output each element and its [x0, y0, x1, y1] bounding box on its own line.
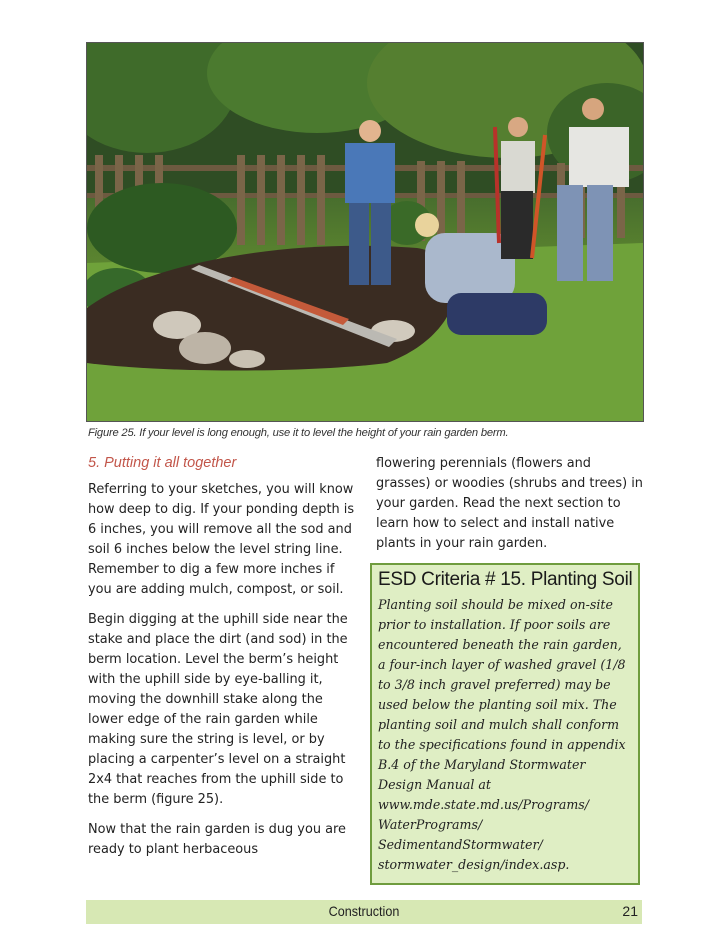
criteria-line: Planting soil should be mixed on-site — [378, 597, 613, 612]
section-heading: 5. Putting it all together — [88, 455, 237, 471]
photo-illustration — [87, 43, 643, 421]
criteria-url-line[interactable]: www.mde.state.md.us/Programs/ — [378, 797, 589, 812]
criteria-url-line[interactable]: SedimentandStormwater/ — [378, 837, 543, 852]
criteria-line: prior to installation. If poor soils are — [378, 617, 611, 632]
paragraph-berm-leveling: Begin digging at the uphill side near the stake and place the dirt (and sod) in the berm location. Level the berm’s height with the uphill side by eye-balling it, moving the downhill stake along the lower edge of the rain garden while making sure the string is level, or by placing a carpenter’s level on a straight 2x4 that reaches from the uphill side to the berm (figure 25). — [88, 612, 348, 807]
criteria-line: a four-inch layer of washed gravel (1/8 — [378, 657, 626, 672]
criteria-line: planting soil and mulch shall conform — [378, 717, 620, 732]
criteria-title: ESD Criteria # 15. Planting Soil — [378, 569, 633, 590]
right-column-continuation — [376, 454, 644, 554]
esd-criteria-box — [370, 563, 640, 885]
left-column — [88, 480, 360, 870]
criteria-line: encountered beneath the rain garden, — [378, 637, 622, 652]
footer-section-title: Construction — [328, 903, 400, 919]
criteria-line: to 3/8 inch gravel preferred) may be — [378, 677, 611, 692]
figure-caption: Figure 25. If your level is long enough, use it to level the height of your rain garden berm. — [88, 427, 509, 439]
criteria-line: B.4 of the Maryland Stormwater — [378, 757, 586, 772]
criteria-line: Design Manual at — [378, 777, 491, 792]
criteria-line: to the specifications found in appendix — [378, 737, 626, 752]
rain-garden-photo — [86, 42, 644, 422]
criteria-line: used below the planting soil mix. The — [378, 697, 617, 712]
page-footer — [86, 900, 642, 924]
paragraph-digging-depth: Referring to your sketches, you will know how deep to dig. If your ponding depth is 6 inches, you will remove all the sod and soil 6 inches below the level string line. Remember to dig a few more inches if you are adding mulch, compost, or soil. — [88, 482, 355, 597]
page-number: 21 — [622, 903, 638, 919]
criteria-url-line[interactable]: WaterPrograms/ — [378, 817, 483, 832]
paragraph-continued: flowering perennials (flowers and grasses) or woodies (shrubs and trees) in your garden. Read the next section to learn how to select and install native plants in your rain garden. — [376, 456, 643, 551]
criteria-url-line[interactable]: stormwater_design/index.asp. — [378, 857, 570, 872]
paragraph-ready-to-plant: Now that the rain garden is dug you are ready to plant herbaceous — [88, 822, 346, 857]
